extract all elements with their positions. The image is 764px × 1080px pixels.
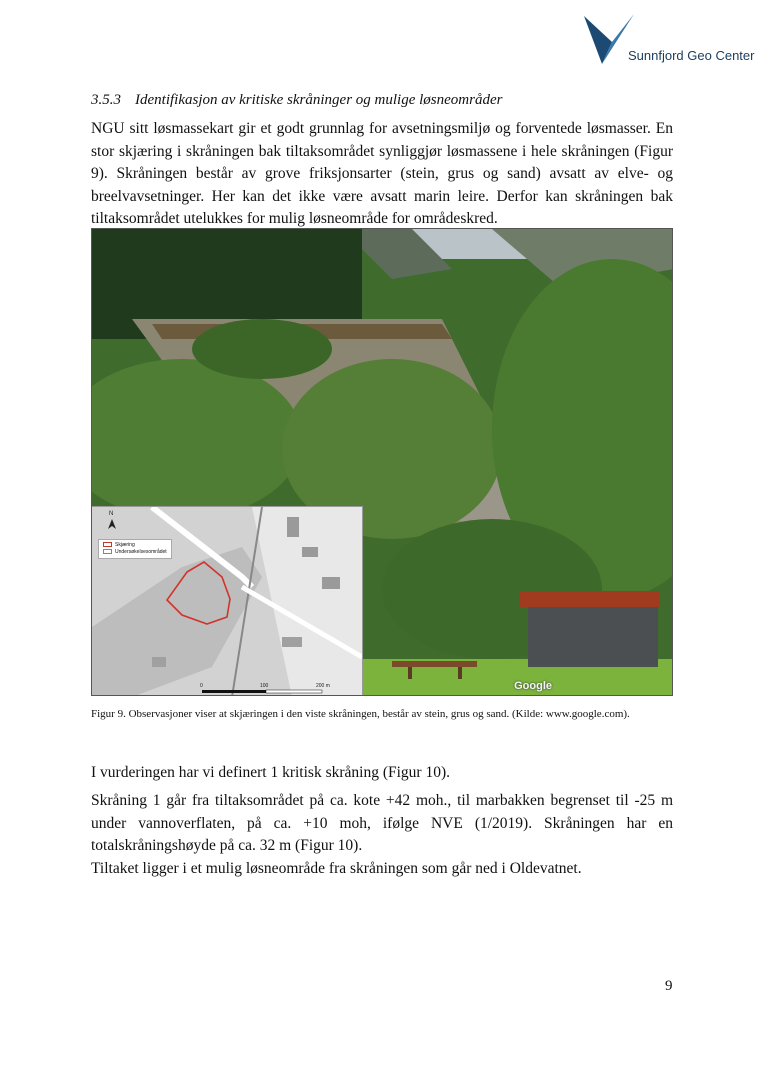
section-heading bbox=[91, 92, 502, 109]
figure-9-photo bbox=[91, 228, 673, 696]
legend-item: Undersøkelsesområdet bbox=[115, 549, 167, 555]
scale-label: 100 bbox=[260, 683, 269, 689]
map-inset bbox=[92, 506, 363, 696]
company-logo bbox=[580, 12, 760, 72]
paragraph-1: NGU sitt løsmassekart gir et godt grunnlag for avsetningsmiljø og forventede løsmasser. En stor skjæring i skråningen bak tiltaksområdet synliggjør løsmassene i hele skråningen (Figur 9). Skråningen består av grove friksjonsarter (stein, grus og sand) avsatt av elve- og breelvavsetninger. Her kan det ikke være avsatt marin leire. Derfor kan skråningen bak tiltaksområdet utelukkes for mulig løsneområde for områdeskred. bbox=[91, 120, 673, 227]
section-title: Identifikasjon av kritiske skråninger og mulige løsneområder bbox=[135, 92, 503, 108]
figure-caption: Figur 9. Observasjoner viser at skjæringen i den viste skråningen, består av stein, grus og sand. (Kilde: www.google.com). bbox=[91, 708, 630, 720]
logo-text: Sunnfjord Geo Center bbox=[628, 48, 755, 63]
section-number: 3.5.3 bbox=[91, 92, 121, 108]
scale-label: 200 m bbox=[316, 683, 330, 689]
page-number: 9 bbox=[665, 978, 673, 994]
google-watermark: Google bbox=[514, 680, 552, 692]
map-legend bbox=[98, 539, 172, 559]
north-label: N bbox=[109, 511, 114, 517]
scale-label: 0 bbox=[200, 683, 203, 689]
paragraph-2: I vurderingen har vi definert 1 kritisk skråning (Figur 10). bbox=[91, 764, 450, 781]
map-inset-drawing bbox=[92, 507, 362, 696]
legend-item: Skjæring bbox=[115, 542, 135, 548]
logo-mark-icon bbox=[580, 12, 640, 72]
paragraph-4: Tiltaket ligger i et mulig løsneområde fra skråningen som går ned i Oldevatnet. bbox=[91, 860, 582, 877]
paragraph-3: Skråning 1 går fra tiltaksområdet på ca. kote +42 moh., til marbakken begrenset til -25 m under vannoverflaten, på ca. +10 moh, ifølge NVE (1/2019). Skråningen har en totalskråningshøyde på ca. 32 m (Figur 10). bbox=[91, 792, 673, 854]
